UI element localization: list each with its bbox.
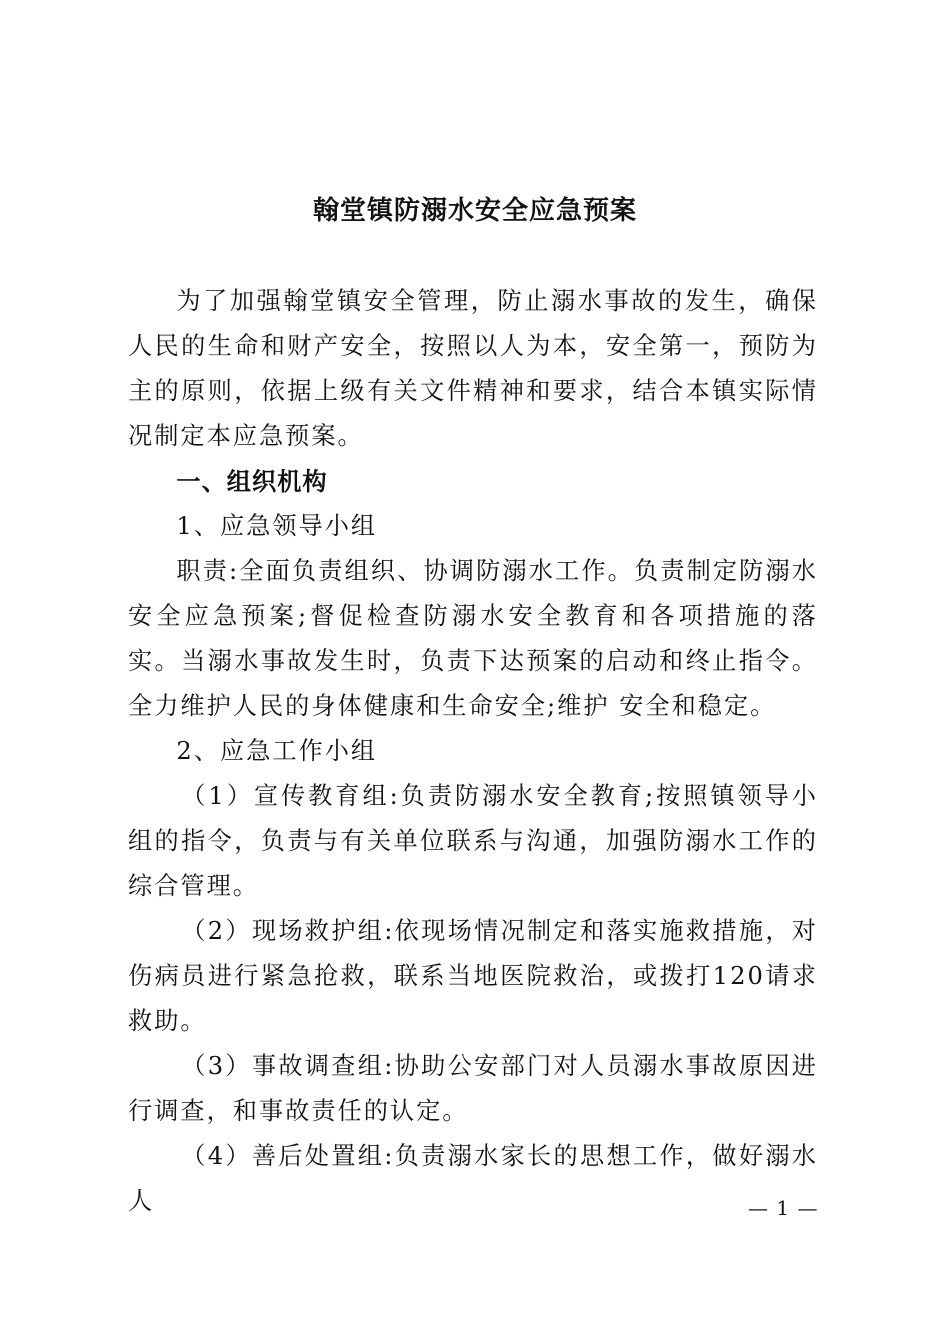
item-onsite-rescue: （2）现场救护组:依现场情况制定和落实施救措施，对伤病员进行紧急抢救，联系当地医院救治，或拨打120请求救助。	[128, 917, 818, 1035]
item-aftermath-handling: （4）善后处置组:负责溺水家长的思想工作，做好溺水人	[128, 1142, 818, 1215]
document-body	[128, 279, 818, 1224]
item-accident-investigation: （3）事故调查组:协助公安部门对人员溺水事故原因进行调查，和事故责任的认定。	[128, 1052, 818, 1125]
duties-paragraph: 职责:全面负责组织、协调防溺水工作。负责制定防溺水安全应急预案;督促检查防溺水安全教育和各项措施的落实。当溺水事故发生时，负责下达预案的启动和终止指令。全力维护人民的身体健康和生命安全;维护 安全和稳定。	[128, 557, 818, 720]
subheading-leadership-group: 1、应急领导小组	[176, 512, 378, 540]
subheading-working-group: 2、应急工作小组	[176, 737, 378, 765]
item-publicity-education: （1）宣传教育组:负责防溺水安全教育;按照镇领导小组的指令，负责与有关单位联系与沟通，加强防溺水工作的综合管理。	[128, 782, 818, 900]
document-title: 翰堂镇防溺水安全应急预案	[312, 196, 637, 226]
section-heading-organization: 一、组织机构	[176, 467, 328, 496]
page-number: — 1 —	[748, 1196, 819, 1220]
intro-paragraph: 为了加强翰堂镇安全管理，防止溺水事故的发生，确保人民的生命和财产安全，按照以人为本，安全第一，预防为主的原则，依据上级有关文件精神和要求，结合本镇实际情况制定本应急预案。	[128, 287, 818, 450]
